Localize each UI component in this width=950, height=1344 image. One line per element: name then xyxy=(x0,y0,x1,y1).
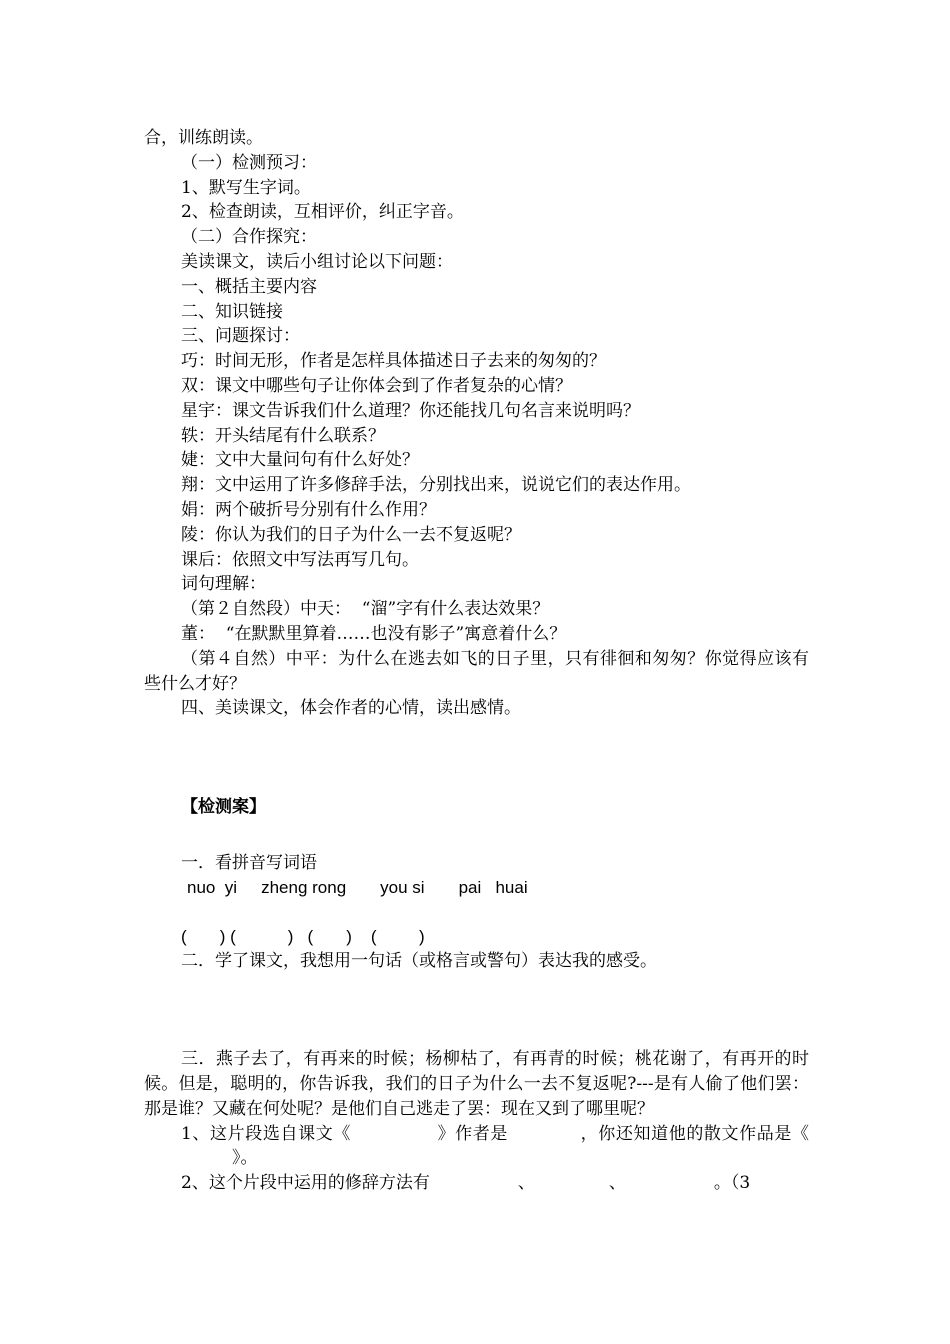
text-line: 双：课文中哪些句子让你体会到了作者复杂的心情？ xyxy=(181,375,572,396)
pinyin-row xyxy=(144,876,809,901)
text-line: 课后：依照文中写法再写几句。 xyxy=(181,549,419,570)
text-line: 词句理解： xyxy=(181,574,266,595)
text-line: 董： “在默默里算着……也没有影子”寓意着什么？ xyxy=(181,623,567,644)
answer-blanks-row: ( ) ( ) ( ) ( ) xyxy=(181,926,425,946)
question-1-title: 一．看拼音写词语 xyxy=(181,852,317,873)
text-line: 星宇：课文告诉我们什么道理？你还能找几句名言来说明吗？ xyxy=(181,400,640,421)
text-line: 轶：开头结尾有什么联系？ xyxy=(181,425,385,446)
text-line: （第２自然段）中天： “溜”字有什么表达效果？ xyxy=(181,599,550,620)
question-3-sub-2: 2、这个片段中运用的修辞方法有 、 、 。（3 xyxy=(181,1173,751,1194)
question-3-passage: 三．燕子去了，有再来的时候；杨柳枯了，有再青的时候；桃花谢了，有再开的时候。但是，聪明的，你告诉我，我们的日子为什么一去不复返呢?---是有人偷了他们罢：那是谁？又藏在何处呢？是他们自己逃走了罢：现在又到了哪里呢？ xyxy=(144,1049,809,1119)
text-line: 合，训练朗读。 xyxy=(144,128,263,148)
text-line: 三、问题探讨： xyxy=(181,326,300,347)
text-line: （一）检测预习： xyxy=(181,152,317,173)
text-line: 2、检查朗读，互相评价，纠正字音。 xyxy=(181,202,464,223)
text-line: 婕：文中大量问句有什么好处？ xyxy=(181,450,419,471)
pinyin-item: you si xyxy=(380,877,425,897)
text-line: 四、美读课文，体会作者的心情，读出感情。 xyxy=(181,698,521,719)
text-line: 1、默写生字词。 xyxy=(181,177,311,198)
question-3-sub-1: 1、这片段选自课文《 》作者是 ，你还知道他的散文作品是《》。 xyxy=(181,1123,810,1169)
section-title: 【检测案】 xyxy=(181,797,266,818)
text-line: 二、知识链接 xyxy=(181,301,283,322)
text-line: 翔：文中运用了许多修辞手法，分别找出来，说说它们的表达作用。 xyxy=(181,475,691,496)
pinyin-item: nuo yi xyxy=(187,877,238,897)
pinyin-item: zheng rong xyxy=(261,877,347,897)
text-line: 陵：你认为我们的日子为什么一去不复返呢？ xyxy=(181,524,521,545)
question-2-title: 二．学了课文，我想用一句话（或格言或警句）表达我的感受。 xyxy=(181,951,657,972)
text-line: （二）合作探究： xyxy=(181,227,317,248)
text-line: 娟：两个破折号分别有什么作用？ xyxy=(181,499,436,520)
text-line: 巧：时间无形，作者是怎样具体描述日子去来的匆匆的？ xyxy=(181,351,606,372)
page-content xyxy=(144,126,809,1196)
text-line: 一、概括主要内容 xyxy=(181,276,317,297)
text-paragraph: （第４自然）中平：为什么在逃去如飞的日子里，只有徘徊和匆匆？你觉得应该有些什么才好？ xyxy=(144,648,809,694)
text-line: 美读课文，读后小组讨论以下问题： xyxy=(181,251,453,272)
pinyin-item: pai huai xyxy=(458,877,528,897)
